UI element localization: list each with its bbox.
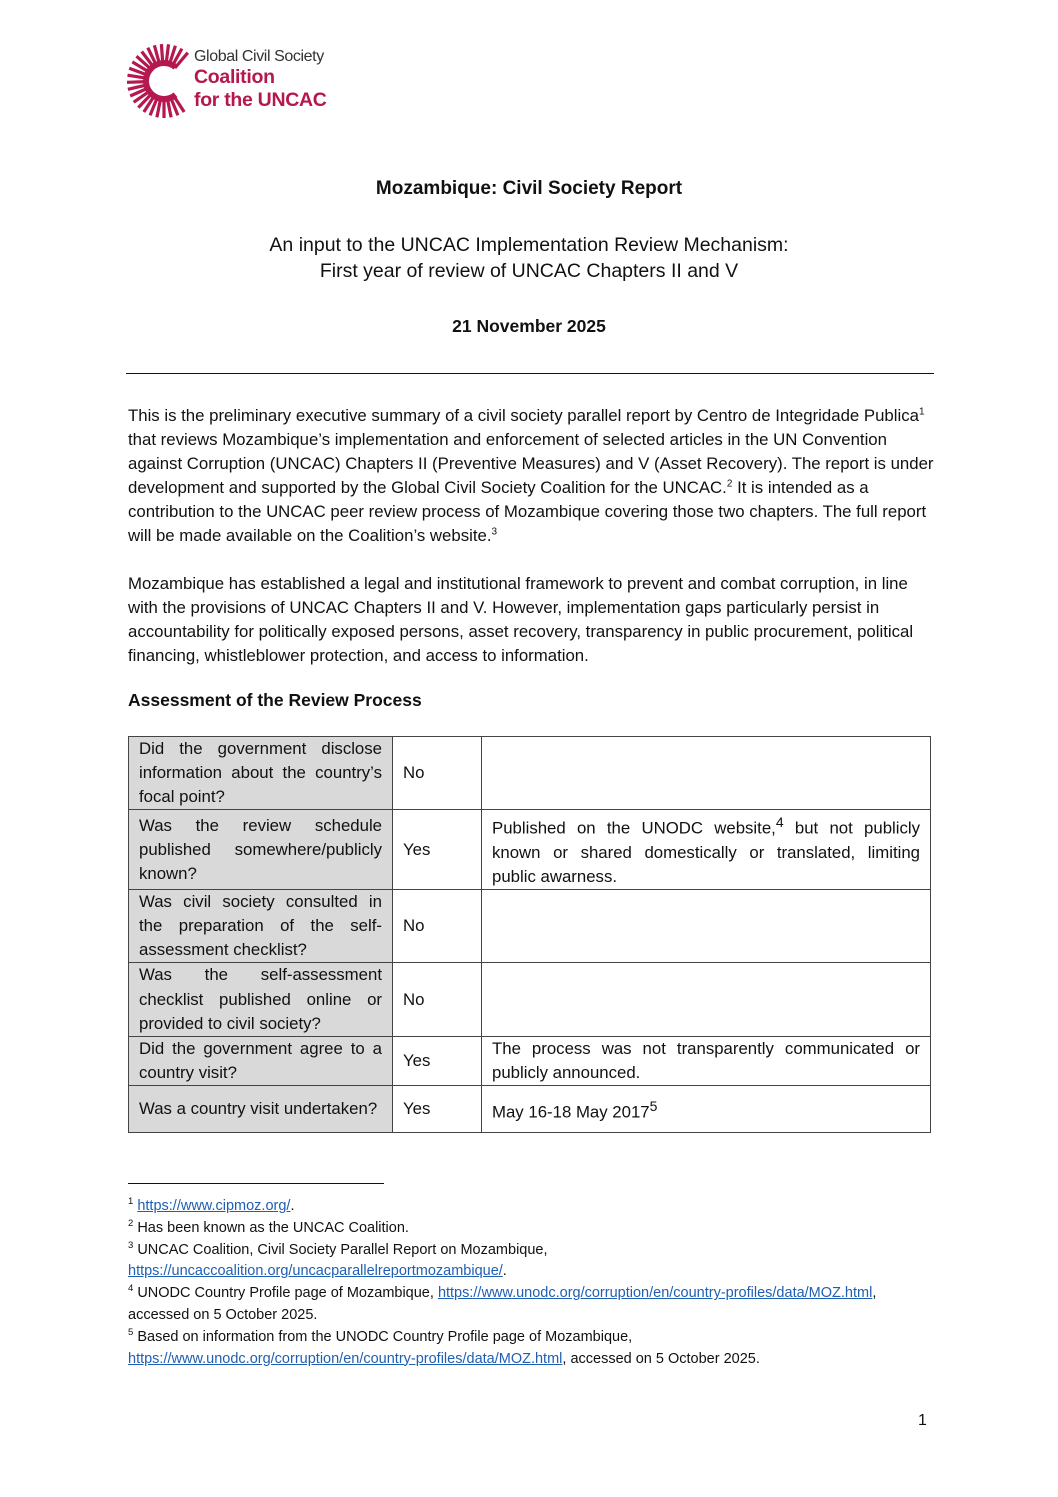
intro-paragraph-2: Mozambique has established a legal and institutional framework to prevent and combat corruption, in line with the provisions of UNCAC Chapters II and V. However, implementation gaps particularly persist in accountability for politically exposed persons, asset recovery, transparency in public procurement, political financing, whistleblower protection, and access to information.	[128, 574, 914, 666]
footnote-number: 1	[128, 1196, 134, 1208]
comment-cell	[482, 810, 931, 890]
section-heading: Assessment of the Review Process	[128, 690, 422, 710]
footnote-link[interactable]: https://www.cipmoz.org/	[137, 1198, 291, 1214]
question-cell: Did the government agree to a country visit?	[129, 1036, 393, 1085]
footnote-ref[interactable]: 2	[726, 478, 733, 490]
footnote-ref[interactable]: 4	[775, 814, 784, 831]
logo-line-1: Global Civil Society	[194, 48, 324, 65]
logo-text	[194, 49, 327, 110]
footnote-ref[interactable]: 3	[491, 526, 498, 538]
comment-cell	[482, 1085, 931, 1132]
page-number: 1	[918, 1412, 927, 1429]
footnote-number: 4	[128, 1283, 134, 1295]
answer-cell: No	[393, 737, 482, 810]
footnote-ref[interactable]: 5	[649, 1097, 658, 1114]
footnote-text: UNODC Country Profile page of Mozambique,	[137, 1285, 438, 1302]
question-cell: Was civil society consulted in the preparation of the self-assessment checklist?	[129, 890, 393, 963]
footnote-text: , accessed on 5 October 2025.	[128, 1285, 877, 1323]
footnote-text: .	[502, 1263, 507, 1280]
assessment-table	[128, 736, 931, 1133]
intro-text: This is the preliminary executive summary of a civil society parallel report by Centro de Integridade Publica	[128, 406, 919, 425]
table-row	[129, 1085, 931, 1132]
footnote-link[interactable]: https://www.unodc.org/corruption/en/country-profiles/data/MOZ.html	[128, 1350, 563, 1367]
sunburst-c-icon	[126, 42, 190, 120]
answer-cell: No	[393, 963, 482, 1036]
table-row	[129, 810, 931, 890]
footnote-link[interactable]: https://uncaccoalition.org/uncacparallelreportmozambique/	[128, 1263, 503, 1280]
footnote	[128, 1218, 934, 1240]
answer-cell: Yes	[393, 1085, 482, 1132]
table-row	[129, 963, 931, 1036]
table-row	[129, 890, 931, 963]
question-cell: Was a country visit undertaken?	[129, 1085, 393, 1132]
comment-text: but not publicly known or shared domestically or translated, limiting public awarness.	[492, 818, 920, 887]
footnote	[128, 1240, 934, 1284]
table-row	[129, 1036, 931, 1085]
logo-c-arc	[146, 63, 176, 99]
footnote-text: UNCAC Coalition, Civil Society Parallel Report on Mozambique,	[137, 1241, 548, 1258]
answer-cell: Yes	[393, 810, 482, 890]
intro-text: that reviews Mozambique’s implementation and enforcement of selected articles in the UN Convention against Corruption (UNCAC) Chapters II (Preventive Measures) and V (Asset Recovery). The report is under development and supported by the Global Civil Society Coalition for the UNCAC.	[128, 430, 934, 498]
comment-text: Published on the UNODC website,	[492, 818, 776, 838]
footnote-text: Has been known as the UNCAC Coalition.	[137, 1219, 409, 1236]
footnotes	[128, 1196, 934, 1370]
coalition-logo	[126, 41, 327, 121]
comment-cell	[482, 963, 931, 1036]
footnote-text: .	[290, 1198, 295, 1214]
answer-cell: No	[393, 890, 482, 963]
footnote	[128, 1327, 934, 1371]
footnote-number: 5	[128, 1326, 134, 1338]
footnote-number: 2	[128, 1217, 134, 1229]
report-subtitle-line-2: First year of review of UNCAC Chapters II and V	[319, 260, 739, 282]
logo-line-3: for the UNCAC	[194, 88, 327, 111]
comment-cell	[482, 890, 931, 963]
question-cell: Did the government disclose information about the country’s focal point?	[129, 737, 393, 810]
report-title: Mozambique: Civil Society Report	[375, 178, 683, 199]
footnote-ref[interactable]: 1	[918, 406, 925, 418]
footnote-text: Based on information from the UNODC Country Profile page of Mozambique,	[137, 1328, 633, 1345]
question-cell: Was the self-assessment checklist published online or provided to civil society?	[129, 963, 393, 1036]
report-date: 21 November 2025	[452, 316, 606, 336]
footnote	[128, 1283, 934, 1327]
answer-cell: Yes	[393, 1036, 482, 1085]
footnote-number: 3	[128, 1239, 134, 1251]
report-subtitle-line-1: An input to the UNCAC Implementation Review Mechanism:	[269, 234, 789, 256]
intro-paragraph-1	[128, 404, 934, 549]
comment-text: May 16-18 May 2017	[492, 1102, 650, 1122]
question-cell: Was the review schedule published somewhere/publicly known?	[129, 810, 393, 890]
title-divider	[126, 373, 934, 374]
table-row	[129, 737, 931, 810]
footnote-link[interactable]: https://www.unodc.org/corruption/en/country-profiles/data/MOZ.html	[437, 1285, 873, 1302]
intro-text: It is intended as a contribution to the UNCAC peer review process of Mozambique covering those two chapters. The full report will be made available on the Coalition’s website.	[128, 478, 927, 546]
footnote-text: , accessed on 5 October 2025.	[562, 1350, 760, 1367]
footnote	[128, 1196, 934, 1218]
comment-cell	[482, 737, 931, 810]
footnote-separator	[128, 1183, 384, 1184]
comment-cell: The process was not transparently communicated or publicly announced.	[482, 1036, 931, 1085]
logo-line-2: Coalition	[194, 66, 275, 88]
